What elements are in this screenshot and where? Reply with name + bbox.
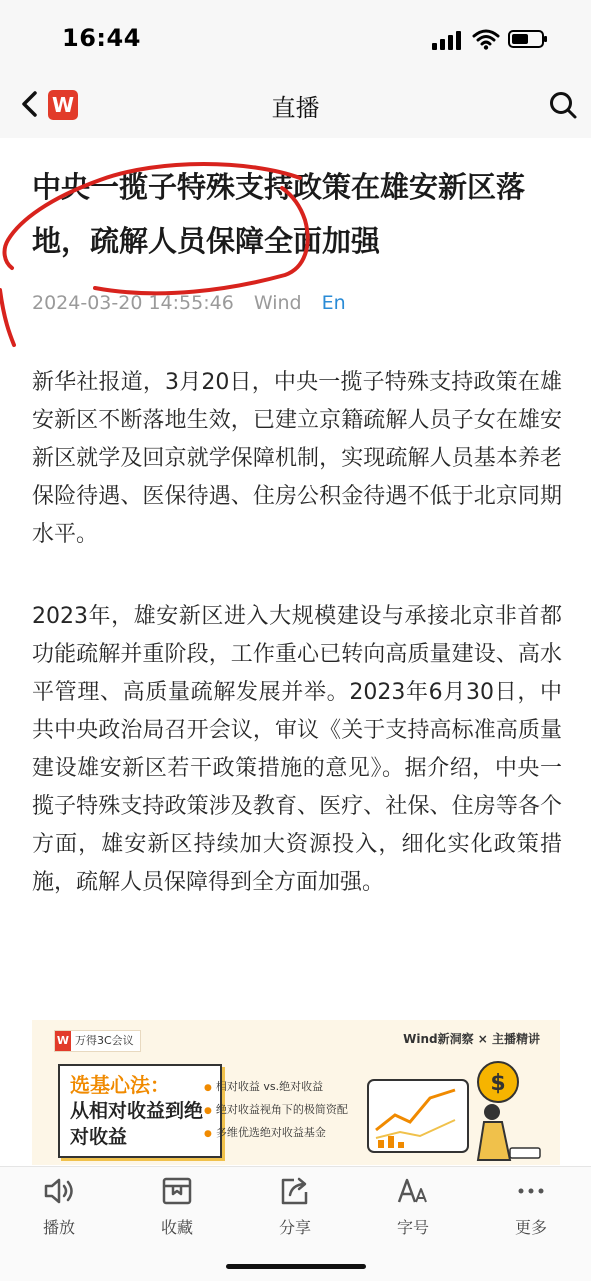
tab-favorite[interactable]	[137, 1175, 217, 1238]
article-datetime: 2024-03-20 14:55:46	[32, 292, 234, 314]
tab-font-size[interactable]	[373, 1175, 453, 1238]
banner-logo-text: 万得3C会议	[75, 1034, 134, 1047]
bookmark-icon	[160, 1175, 194, 1207]
search-icon[interactable]	[548, 90, 578, 120]
tab-more[interactable]	[491, 1175, 571, 1238]
tab-share-label: 分享	[278, 1218, 311, 1237]
banner-tagline: Wind新洞察 × 主播精讲	[403, 1032, 540, 1046]
tab-play-label: 播放	[42, 1218, 75, 1237]
page-title: 直播	[271, 94, 320, 122]
banner-bullet-list	[204, 1076, 348, 1145]
home-indicator	[226, 1264, 366, 1269]
banner-bullet: ● 绝对收益视角下的极简资配	[204, 1099, 348, 1122]
tab-font-size-label: 字号	[396, 1218, 429, 1237]
article-paragraph: 2023年，雄安新区进入大规模建设与承接北京非首都功能疏解并重阶段，工作重心已转向高质量建设、高水平管理、高质量疏解发展并举。2023年6月30日，中共中央政治局召开会议，审议《关于支持高标准高质量建设雄安新区若干政策措施的意见》。据介绍，中央一揽子特殊支持政策涉及教育、医疗、社保、住房等各个方面，雄安新区持续加大资源投入，细化实化政策措施，疏解人员保障得到全方面加强。	[32, 604, 562, 895]
nav-bar	[0, 70, 591, 138]
tab-share[interactable]	[255, 1175, 335, 1238]
svg-text:$: $	[490, 1071, 506, 1096]
status-bar	[0, 0, 591, 70]
banner-w-icon: W	[55, 1031, 71, 1051]
wifi-icon	[472, 28, 500, 50]
more-icon	[514, 1175, 548, 1207]
english-version-link[interactable]: En	[321, 292, 346, 314]
banner-bullet: ● 相对收益 vs.绝对收益	[204, 1076, 348, 1099]
share-icon	[278, 1175, 312, 1207]
article-headline: 中央一揽子特殊支持政策在雄安新区落地，疏解人员保障全面加强	[32, 170, 526, 258]
article	[32, 138, 562, 902]
cellular-signal-icon	[430, 30, 466, 50]
font-size-icon	[396, 1175, 430, 1207]
battery-icon	[508, 28, 548, 50]
banner-bullet: ● 多维优选绝对收益基金	[204, 1122, 348, 1145]
tab-play[interactable]	[19, 1175, 99, 1238]
speaker-icon	[42, 1175, 76, 1207]
banner-title-line2: 从相对收益到绝对收益	[70, 1100, 204, 1148]
article-source: Wind	[253, 292, 302, 314]
ad-banner[interactable]	[32, 1020, 560, 1165]
article-paragraph: 新华社报道，3月20日，中央一揽子特殊支持政策在雄安新区不断落地生效，已建立京籍疏解人员子女在雄安新区就学及回京就学保障机制，实现疏解人员基本养老保险待遇、医保待遇、住房公积金待遇不低于北京同期水平。	[32, 370, 562, 547]
banner-logo	[54, 1030, 141, 1052]
wind-logo[interactable]: W	[48, 90, 78, 120]
banner-title-box	[58, 1064, 222, 1158]
banner-title-line1: 选基心法：	[70, 1073, 170, 1097]
status-time: 16:44	[62, 24, 141, 52]
tab-favorite-label: 收藏	[160, 1218, 193, 1237]
article-meta	[32, 288, 562, 318]
investor-chart-illustration	[360, 1050, 550, 1162]
tab-more-label: 更多	[514, 1218, 547, 1237]
